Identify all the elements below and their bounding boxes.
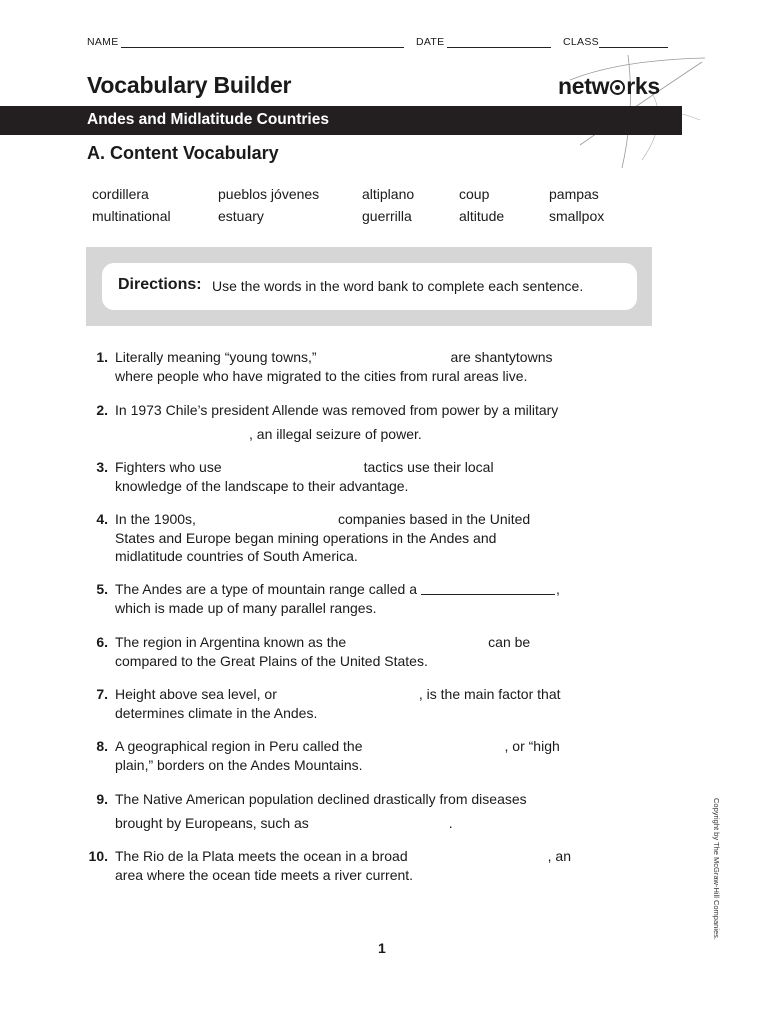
name-field[interactable] (121, 47, 404, 48)
networks-logo (558, 73, 660, 100)
student-info-fields (87, 36, 669, 50)
question-number: 3. (96, 459, 108, 475)
answer-blank[interactable] (412, 861, 546, 862)
class-label: CLASS (563, 36, 599, 48)
question-text: The Native American population declined drastically from diseases (115, 791, 527, 807)
section-heading: A. Content Vocabulary (87, 143, 279, 163)
date-label: DATE (416, 36, 445, 48)
question-text: Fighters who use (115, 459, 222, 475)
question-text: , is the main factor that (418, 686, 561, 702)
word-bank-item: multinational (92, 208, 171, 224)
page-number: 1 (378, 940, 386, 956)
copyright-notice: Copyright by The McGraw-Hill Companies. (712, 798, 721, 940)
word-bank (92, 186, 632, 230)
word-bank-item: pueblos jóvenes (218, 186, 320, 202)
question-text: Literally meaning “young towns,” (115, 349, 317, 365)
word-bank-item: pampas (549, 186, 599, 202)
question-number: 8. (96, 738, 108, 754)
word-bank-item: altitude (459, 208, 505, 224)
name-label: NAME (87, 36, 119, 48)
question-text: which is made up of many parallel ranges. (115, 599, 377, 616)
question-text: . (448, 814, 453, 831)
question-number: 4. (96, 511, 108, 527)
answer-blank[interactable] (367, 751, 501, 752)
word-bank-item: coup (459, 186, 490, 202)
date-field[interactable] (447, 47, 551, 48)
question-text: knowledge of the landscape to their advantage. (115, 477, 409, 494)
word-bank-item: smallpox (549, 208, 605, 224)
logo-text-end: rks (626, 73, 660, 99)
question-text: tactics use their local (363, 459, 494, 475)
directions-text: Use the words in the word bank to complete each sentence. (212, 278, 584, 294)
question-text: , an (547, 848, 571, 864)
question-text: States and Europe began mining operations in the Andes and (115, 529, 497, 546)
question-number: 5. (96, 581, 108, 597)
word-bank-item: estuary (218, 208, 264, 224)
question-number: 7. (96, 686, 108, 702)
question-text: compared to the Great Plains of the United States. (115, 652, 428, 669)
question-text: determines climate in the Andes. (115, 704, 318, 721)
logo-text-start: netw (558, 73, 610, 99)
class-field[interactable] (599, 47, 668, 48)
question-text: A geographical region in Peru called the (115, 738, 363, 754)
question-text: brought by Europeans, such as (115, 814, 309, 831)
worksheet-title: Vocabulary Builder (87, 72, 292, 98)
question-text: , an illegal seizure of power. (249, 425, 422, 442)
question-text: where people who have migrated to the cities from rural areas live. (115, 367, 528, 384)
lesson-band (0, 106, 682, 135)
question-number: 9. (96, 791, 108, 807)
question-number: 2. (96, 402, 108, 418)
answer-blank[interactable] (115, 439, 249, 440)
lesson-title: Andes and Midlatitude Countries (87, 111, 329, 128)
question-number: 10. (88, 848, 108, 864)
answer-blank[interactable] (200, 524, 334, 525)
word-bank-item: guerrilla (362, 208, 412, 224)
question-text: companies based in the United (337, 511, 531, 527)
question-number: 6. (96, 634, 108, 650)
question-text: plain,” borders on the Andes Mountains. (115, 756, 363, 773)
question-text: can be (488, 634, 531, 650)
question-text: The region in Argentina known as the (115, 634, 347, 650)
directions-label: Directions: (118, 276, 202, 293)
logo-globe-icon (610, 80, 625, 95)
question-number: 1. (96, 349, 108, 365)
question-text: In 1973 Chile’s president Allende was removed from power by a military (115, 402, 559, 418)
answer-blank[interactable] (281, 699, 415, 700)
answer-blank[interactable] (325, 362, 443, 363)
answer-blank[interactable] (226, 472, 360, 473)
question-text: The Andes are a type of mountain range called a (115, 581, 417, 597)
answer-blank[interactable] (350, 647, 484, 648)
word-bank-item: altiplano (362, 186, 415, 202)
question-text: area where the ocean tide meets a river current. (115, 866, 414, 883)
question-text: are shantytowns (450, 349, 553, 365)
answer-blank[interactable] (421, 594, 555, 595)
question-text: Height above sea level, or (115, 686, 277, 702)
question-text: The Rio de la Plata meets the ocean in a broad (115, 848, 408, 864)
directions-box (102, 263, 637, 310)
word-bank-item: cordillera (92, 186, 149, 202)
question-text: , or “high (504, 738, 560, 754)
question-text: midlatitude countries of South America. (115, 548, 358, 564)
answer-blank[interactable] (313, 828, 447, 829)
question-text: In the 1900s, (115, 511, 196, 527)
question-text: , (555, 581, 560, 597)
